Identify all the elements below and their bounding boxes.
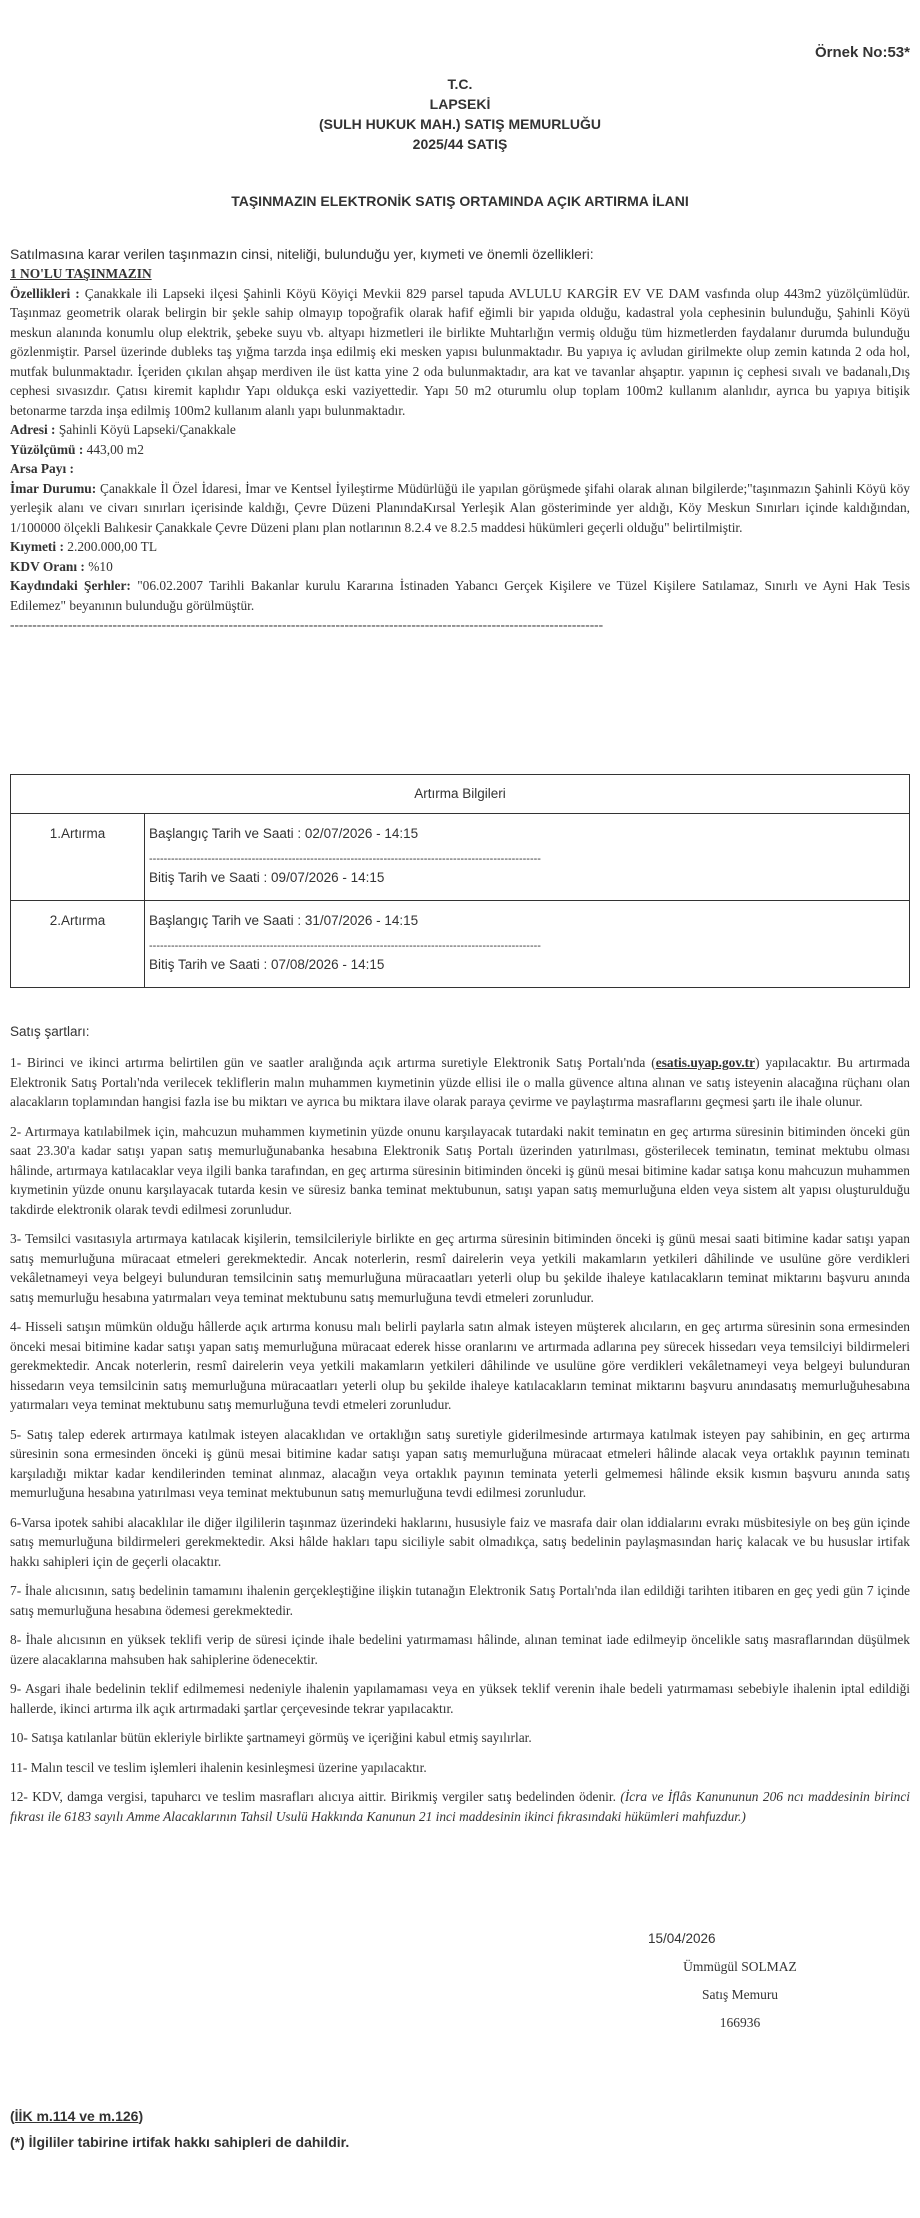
auction-end: Bitiş Tarih ve Saati : 09/07/2026 - 14:15	[149, 870, 385, 885]
esatis-link[interactable]: esatis.uyap.gov.tr	[655, 1055, 756, 1070]
value-text: 2.200.000,00 TL	[63, 539, 158, 554]
features-text: Çanakkale ili Lapseki ilçesi Şahinli Köyü Köyiçi Mevkii 829 parsel tapuda AVLULU KARGİR EV VE DAM vasfında olup 443m2 yüzölçümlüdür. Taşınmaz geometrik olarak belirgin bir şekle sahip olmayıp topoğrafik olarak hafif eğimli bir yapıda olduğu, kadastral yola cephesinin bulunduğu, Şahinli Köyü meskun alanında konumlu olup elektrik, şebeke suyu vb. altyapı hizmetleri ile birlikte Muhtarlığın vermiş olduğu tüm hizmetlerden faydalanır durumda bulunduğu gözlenmiştir. Parsel üzerinde dubleks taş yığma tarzda inşa edilmiş eki mesken yapısı bulunmaktadır. Bu yapıya iç avludan girilmekte olup zemin katında 2 oda hol, mutfak bulunmaktadır. İçeriden çıkılan ahşap merdiven ile üst katta yine 2 oda bulunmaktadır, ara kat ve tavanlar ahşaptır. yapının iç cephesi sıvalı ve badanalı,Dış cephesi sıvasızdır. Çatısı kiremit kaplıdır Yapı oldukça eski vaziyettedir. Yapı 50 m2 oturumlu olup toplam 100m2 kullanım alanlıdır, ayrıca bu yapıya bitişik betonarme tarzda inşa edilmiş 100m2 kullanım alanlı yapı bulunmaktadır.	[10, 285, 911, 418]
term-1	[10, 1053, 910, 1112]
property-land-share	[10, 459, 910, 479]
term-1-text-a: 1- Birinci ve ikinci artırma belirtilen gün ve saatler aralığında açık artırma suretiyle Elektronik Satış Portalı'nda (	[10, 1055, 656, 1070]
header-office: (SULH HUKUK MAH.) SATIŞ MEMURLUĞU	[318, 116, 602, 132]
header-file-number: 2025/44 SATIŞ	[412, 136, 508, 152]
footer-note: (*) İlgililer tabirine irtifak hakkı sahipleri de dahildir.	[10, 2134, 350, 2150]
land-share-label: Arsa Payı :	[10, 461, 74, 476]
auction-times	[145, 814, 909, 900]
term-1-text-b: ) yapılacaktır. Bu artırmada Elektronik Satış Portalı'nda verilecek tekliflerin malın muhammen kıymetinin yüzde ellisi ile o malla güvence altına alınan ve satış isteyenin alacağına rüçhanı olan alacakların toplamından hangisi fazla ise bu miktarı ve ayrıca bu miktara ilave olarak paraya çevirme ve paylaştırma masraflarını geçmesi şartı ile ihale olunur.	[10, 1055, 910, 1109]
property-value	[10, 537, 910, 557]
property-area	[10, 440, 910, 460]
area-text: 443,00 m2	[83, 441, 144, 457]
term-9: 9- Asgari ihale bedelinin teklif edilmemesi nedeniyle ihalenin yapılamaması veya en yüksek teklif verenin ihale bedeli yatırmaması sebebiyle ihalenin iptal edildiği hallerde, ikinci artırma ilk açık artırmadaki şartlar çerçevesinde tekrar yapılacaktır.	[10, 1681, 910, 1716]
header-city: LAPSEKİ	[429, 96, 491, 112]
term-3: 3- Temsilci vasıtasıyla artırmaya katılacak kişilerin, temsilcileriyle birlikte en geç artırma süresinin bitiminden önceki iş günü mesai saati bitimine kadar satışı yapan satış memurluğuna müracaat etmeleri gerekmektedir. Ancak noterlerin, resmî dairelerin veya yetkili makamların yetkileri dâhilinde ve usulüne göre verdikleri vekâletnameyi veya belgeyi bulunduran temsilcinin satış memurluğuna müracaatları yeterli olup bu şekilde ihaleye katılacakların teminat miktarını başvuru anında satış memurluğu hesabına yatırmaları veya teminat mektubunu satış memurluğuna tevdi etmeleri zorunludur.	[10, 1231, 910, 1305]
term-11: 11- Malın tescil ve teslim işlemleri ihalenin kesinleşmesi üzerine yapılacaktır.	[10, 1759, 427, 1775]
auction-table	[10, 774, 910, 988]
sale-terms	[10, 1024, 910, 1836]
term-5: 5- Satış talep ederek artırmaya katılmak isteyen alacaklıdan ve ortaklığın satış suretiyle giderilmesinde artırmaya katılmak isteyen pay sahibinin, en geç artırma süresinin sona ermesinden önceki iş günü mesai bitimine kadar satışı yapan satış memurluğuna müracaat etmeleri hâlinde alacak veya ortaklık payının teminatı karşıladığı miktar kadar kendilerinden teminat alınmaz, alacağın veya ortaklık payının teminata yeterli gelmemesi hâlinde eksik kısmın başvuru anında satış memurluğuna hesabına yatırılması veya teminat mektubunun satış memurluğuna tevdi edilmesi zorunludur.	[10, 1426, 910, 1500]
annotations-label: Kaydındaki Şerhler:	[10, 578, 131, 593]
address-text: Şahinli Köyü Lapseki/Çanakkale	[55, 422, 236, 437]
auction-row	[11, 900, 909, 987]
auction-name: 2.Artırma	[11, 901, 145, 987]
footer-paren-open: (	[10, 2108, 15, 2124]
auction-row	[11, 814, 909, 900]
annotations-text: "06.02.2007 Tarihli Bakanlar kurulu Kararına İstinaden Yabancı Gerçek Kişilere ve Tüzel Kişilere Satılamaz, Sınırlı ve Ayni Hak Tesis Edilemez" beyanının bulunduğu görülmüştür.	[10, 578, 911, 613]
zoning-text: Çanakkale İl Özel İdaresi, İmar ve Kentsel İyileştirme Müdürlüğü ile yapılan görüşmede şifahi olarak alınan bilgilerde;"taşınmazın Şahinli Köyü köy yerleşik alanı ve civarı sınırları içerisinde kaldığı, Çevre Düzeni PlanındaKırsal Yerleşik Alan gösteriminde yer aldığı, Köy Meskun Sınırları içinde kaldığından, 1/100000 ölçekli Balıkesir Çanakkale Çevre Düzeni planı plan notlarının 8.2.4 ve 8.2.5 maddesi hükümleri geçerli olduğu" belirtilmiştir.	[10, 480, 910, 535]
property-details	[10, 264, 910, 635]
footer-law-reference	[10, 2108, 143, 2124]
sale-terms-heading: Satış şartları:	[10, 1024, 90, 1039]
property-zoning	[10, 479, 910, 538]
term-12-text: 12- KDV, damga vergisi, tapuharcı ve teslim masrafları alıcıya aittir. Birikmiş vergiler satış bedelinden ödenir.	[10, 1789, 621, 1804]
footer-paren-close: )	[138, 2108, 144, 2124]
term-12	[10, 1787, 910, 1826]
term-12-legal-note: (İcra ve İflâs Kanununun 206 ncı maddesinin birinci fıkrası ile 6183 sayılı Amme Alacaklarının Tahsil Usulü Hakkında Kanunun 21 inci maddesinin ikinci fıkrasındaki hükümleri mahfuzdur.)	[10, 1789, 910, 1824]
property-address	[10, 420, 910, 440]
area-label: Yüzölçümü :	[10, 441, 84, 457]
vat-label: KDV Oranı :	[10, 558, 85, 574]
signature-name: Ümmügül SOLMAZ	[683, 1959, 797, 1974]
value-label: Kıymeti :	[10, 539, 64, 554]
intro-text: Satılmasına karar verilen taşınmazın cinsi, niteliği, bulunduğu yer, kıymeti ve önemli özellikleri:	[10, 246, 594, 262]
term-8: 8- İhale alıcısının en yüksek teklifi verip de süresi içinde ihale bedelini yatırmaması hâlinde, alınan teminat iade edilmeyip öncelikle satış masraflarından düşülmek üzere alacaklarına mahsuben hak sahiplerine ödenecektir.	[10, 1632, 910, 1667]
auction-times	[145, 901, 909, 987]
term-4: 4- Hisseli satışın mümkün olduğu hâllerde açık artırma konusu malı belirli paylarla satın almak isteyen müşterek alıcıların, en geç artırma süresinin sona ermesinden önceki mesai bitimine kadar satışı yapan satış memurluğuna müracaat ederek hisse oranlarını ve artırmada adlarına pey sürecek hissedarı veya temsilciyi bildirmeleri gerekmektedir. Ancak noterlerin, resmî dairelerin veya yetkili makamların yetkileri dâhilinde ve usulüne göre verdikleri vekâletnameyi veya belgeyi bulunduran hissedarın veya temsilcinin satış memurluğuna müracaatları yeterli olup bu şekilde ihaleye katılacakların teminat miktarını başvuru anındasatış memurluğuhesabına yatırmaları veya teminat mektubunu satış memurluğuna tevdi etmeleri zorunludur.	[10, 1319, 910, 1412]
auction-end: Bitiş Tarih ve Saati : 07/08/2026 - 14:15	[149, 957, 385, 972]
auction-table-caption: Artırma Bilgileri	[11, 775, 909, 814]
term-6: 6-Varsa ipotek sahibi alacaklılar ile diğer ilgililerin taşınmaz üzerindeki haklarını, hususiyle faiz ve masrafa dair olan iddialarını evrakı müsbitesiyle on beş gün içinde satış memurluğuna bildirmeleri gerekmektedir. Aksi hâlde hakları tapu siciliyle sabit olmadıkça, satış bedelinin paylaşmasından hariç kalacak ve bu hususlar irtifak hakkı sahipleri için de geçerli olacaktır.	[10, 1514, 910, 1569]
signature-role: Satış Memuru	[701, 1987, 779, 2002]
term-2: 2- Artırmaya katılabilmek için, mahcuzun muhammen kıymetinin yüzde onunu karşılayacak tutardaki nakit teminatın en geç artırma süresinin bitiminden önceki gün saat 23.30'a kadar satışı yapan satış memurluğunabanka hesabına Elektronik Satış Portalı üzerinden yatırılması, gösterilecek teminatın, teminat mektubu olması hâlinde, artırmaya katılacaklar veya ilgili banka tarafından, en geç artırma süresinin bitiminden önceki iş günü mesai bitimine kadar satışa konu mahcuzun muhammen kıymetinin yüzde onunu karşılayacak tutarda kesin ve süresiz banka teminat mektubunun, satışı yapan satış memurluğuna elden veya sistem alt yapısı oluşturulduğu takdirde elektronik olarak tevdi edilmesi zorunludur.	[10, 1123, 910, 1217]
features-label: Özellikleri :	[10, 285, 80, 301]
address-label: Adresi :	[10, 422, 56, 437]
property-vat	[10, 557, 910, 577]
term-10: 10- Satışa katılanlar bütün ekleriyle birlikte şartnameyi görmüş ve içeriğini kabul etmiş sayılırlar.	[10, 1730, 532, 1745]
auction-dash-separator: -----------------------------------------------------------------------------------------------------------	[149, 853, 541, 865]
iik-link[interactable]: İİK m.114 ve m.126	[14, 2108, 139, 2124]
zoning-label: İmar Durumu:	[10, 480, 97, 496]
property-heading: 1 NO'LU TAŞINMAZIN	[10, 266, 152, 281]
auction-name: 1.Artırma	[11, 814, 145, 900]
signature-date: 15/04/2026	[648, 1931, 716, 1946]
auction-start: Başlangıç Tarih ve Saati : 31/07/2026 - 14:15	[149, 913, 419, 928]
page-title: TAŞINMAZIN ELEKTRONİK SATIŞ ORTAMINDA AÇIK ARTIRMA İLANI	[231, 193, 689, 209]
ornek-number: Örnek No:53*	[814, 44, 910, 61]
property-annotations	[10, 576, 910, 615]
signature-block	[600, 1925, 880, 2037]
auction-dash-separator: -----------------------------------------------------------------------------------------------------------	[149, 940, 541, 952]
vat-text: %10	[84, 558, 113, 574]
property-features	[10, 284, 910, 421]
term-7: 7- İhale alıcısının, satış bedelinin tamamını ihalenin gerçekleştiğine ilişkin tutanağın Elektronik Satış Portalı'nda ilan edildiği tarihten itibaren en geç yedi gün 7 içinde satış memurluğuna hesabına ödemesi gerekmektedir.	[10, 1583, 910, 1618]
header-tc: T.C.	[447, 76, 473, 92]
section-divider: -------------------------------------------------------------------------------------------------------------------------------------	[10, 617, 604, 632]
document-header	[0, 74, 920, 154]
auction-start: Başlangıç Tarih ve Saati : 02/07/2026 - 14:15	[149, 826, 419, 841]
signature-id: 166936	[719, 2015, 761, 2030]
